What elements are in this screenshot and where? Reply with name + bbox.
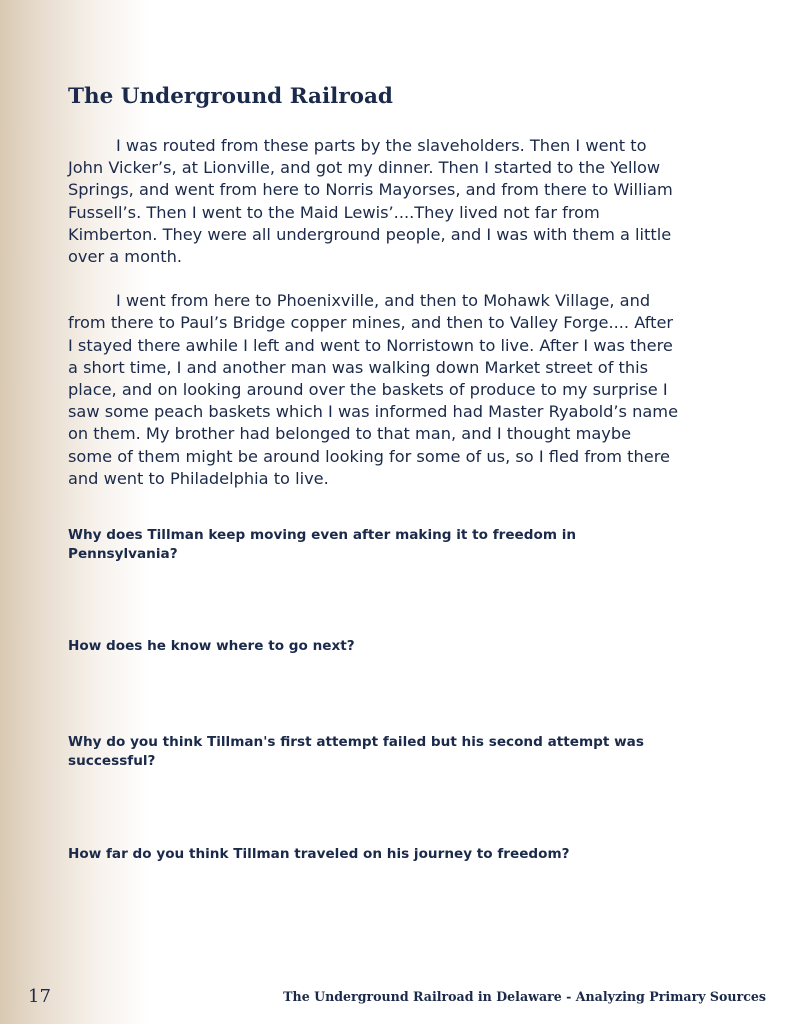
primary-source-text <box>68 135 680 512</box>
narrative-paragraph-1: I was routed from these parts by the slaveholders. Then I went to John Vicker’s, at Lionville, and got my dinner. Then I started to the Yellow Springs, and went from here to Norris Mayorses, and from there to William Fussell’s. Then I went to the Maid Lewis’....They lived not far from Kimberton. They were all underground people, and I was with them a little over a month. <box>68 136 673 267</box>
question-3: Why do you think Tillman's first attempt failed but his second attempt was successful? <box>68 734 644 769</box>
question-1: Why does Tillman keep moving even after making it to freedom in Pennsylvania? <box>68 527 577 562</box>
footer-book-title: The Underground Railroad in Delaware - Analyzing Primary Sources <box>283 989 766 1004</box>
question-4: How far do you think Tillman traveled on his journey to freedom? <box>68 846 570 862</box>
page-title: The Underground Railroad <box>68 84 393 109</box>
narrative-paragraph-2: I went from here to Phoenixville, and then to Mohawk Village, and from there to Paul’s Bridge copper mines, and then to Valley Forge.... After I stayed there awhile I left and went to Norristown to live. After I was there a short time, I and another man was walking down Market street of this place, and on looking around over the baskets of produce to my surprise I saw some peach baskets which I was informed had Master Ryabold’s name on them. My brother had belonged to that man, and I thought maybe some of them might be around looking for some of us, so I fled from there and went to Philadelphia to live. <box>68 291 679 488</box>
page-number: 17 <box>28 986 51 1007</box>
question-2: How does he know where to go next? <box>68 638 355 654</box>
